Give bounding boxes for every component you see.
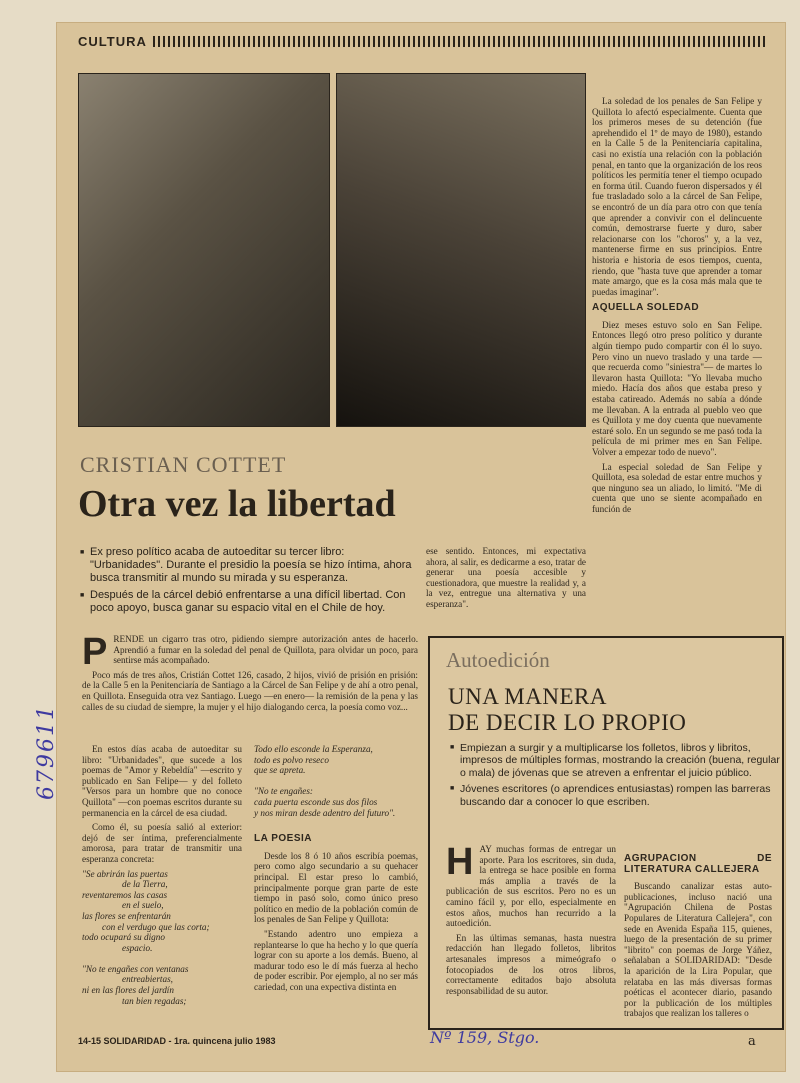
paragraph: Como él, su poesía salió al exterior: dejó de ser íntima, preferencialmente amorosa, para tratar de transmitir una esperanza concreta: bbox=[82, 822, 242, 864]
box-headline-line: DE DECIR LO PROPIO bbox=[448, 710, 687, 735]
handwritten-issue-note: Nº 159, Stgo. bbox=[430, 1028, 540, 1047]
bullet-item: ■ Jóvenes escritores (o aprendices entusiastas) rompen las barreras buscando dar a conocer lo que escriben. bbox=[450, 783, 782, 808]
paragraph: Poco más de tres años, Cristián Cottet 126, casado, 2 hijos, vivió de prisión en prisión: de la Calle 5 en la Penitenciaría de Santiago a la Cárcel de San Felipe y de ahí a otro penal, en Quillota. Enseguida otra vez Santiago. Luego —en enero— la remisión de la pena y las calles de su ciudad de siempre, la mujer y el hijo dialogando cerca, la poesía como voz... bbox=[82, 669, 418, 712]
poem-line: que se apreta. bbox=[254, 765, 306, 776]
page-footer: 14-15 SOLIDARIDAD - 1ra. quincena julio 1983 bbox=[78, 1036, 276, 1046]
poem-line: de la Tierra, bbox=[122, 879, 168, 890]
paragraph: La especial soledad de San Felipe y Quillota, esa soledad de estar entre muchos y que ninguno sea un aliado, lo limitó. "Me di cuenta que uno se siente acompañado en función de bbox=[592, 461, 762, 514]
section-rule bbox=[153, 36, 766, 47]
poem-line: "No te engañes: bbox=[254, 786, 313, 797]
page-mark: a bbox=[748, 1034, 756, 1049]
subheading: AGRUPACION DE LITERATURA CALLEJERA bbox=[624, 853, 772, 875]
poem-2 bbox=[254, 744, 418, 818]
paragraph: En las últimas semanas, hasta nuestra redacción han llegado folletos, libritos artesanales impresos a mimeógrafo o fotocopiados de los otros libros, correctamente editados bajo absoluta responsabilidad de su autor. bbox=[446, 932, 616, 996]
poem-line: en el suelo, bbox=[122, 900, 164, 911]
poem-line: "Se abrirán las puertas bbox=[82, 868, 168, 879]
subheading: LA POESIA bbox=[254, 833, 313, 845]
poem-line: todo ocupará su digno bbox=[82, 932, 165, 943]
paragraph: ese sentido. Entonces, mi expectativa ahora, al salir, es dedicarme a eso, tratar de generar una poesía accesible y cuestionadora, que muestre la realidad y, a la vez, entregue una alternativa y una esperanza". bbox=[426, 546, 586, 609]
paragraph: En estos días acaba de autoeditar su libro: "Urbanidades", que sucede a los poemas de "Amor y Rebeldía" —escrito y publicado en San Felipe— y del folleto "Versos para un hombre que no conoce Quillota" —con poemas escritos durante su permanencia en la cárcel de esa ciudad. bbox=[82, 744, 242, 818]
poem-line: reventaremos las casas bbox=[82, 889, 168, 900]
article-kicker: CRISTIAN COTTET bbox=[80, 452, 287, 477]
paragraph: "Estando adentro uno empieza a replantearse lo que ha hecho y lo que quería lograr con su aporte a los demás. Bueno, al madurar todo eso le dí más fuerza al hecho de poder escribir. Por ejemplo, al no ser más cariedad, con una expectiva distinta en bbox=[254, 928, 418, 992]
box-column-2 bbox=[624, 844, 772, 1023]
section-name: CULTURA bbox=[78, 33, 147, 49]
poem-line: y nos miran desde adentro del futuro". bbox=[254, 807, 396, 818]
poem-line: ni en las flores del jardín bbox=[82, 985, 174, 996]
article-headline: Otra vez la libertad bbox=[78, 483, 396, 525]
poem-line bbox=[254, 776, 418, 787]
box-headline-line: UNA MANERA bbox=[448, 684, 607, 709]
article-bullets bbox=[80, 546, 420, 619]
lead-paragraph bbox=[82, 631, 418, 716]
dropcap: P bbox=[82, 631, 108, 673]
column-1 bbox=[82, 744, 242, 1006]
sidebar-box bbox=[428, 636, 784, 1030]
bullet-item: ■ Empiezan a surgir y a multiplicarse los folletos, libros y libritos, impresos de múltiples formas, mostrando la creación (buena, regular o mala) de jóvenas que se atreven a enfrentar el juicio público. bbox=[450, 742, 782, 779]
poem-line: cada puerta esconde sus dos filos bbox=[254, 796, 378, 807]
poem-line: "No te engañes con ventanas bbox=[82, 963, 189, 974]
poem-line: espacio. bbox=[122, 942, 153, 953]
paragraph: AY muchas formas de entregar un aporte. Para los escritores, sin duda, la entrega se hace posible en forma más amplia a través de la publicación de sus escritos. Pero no es un camino fácil y, por ello, especialmente en estos años, muchos han recurrido a la autoedición. bbox=[446, 844, 616, 929]
photo-left bbox=[78, 73, 330, 427]
poem-line: tan bien regadas; bbox=[122, 995, 187, 1006]
poem-line: entreabiertas, bbox=[122, 974, 173, 985]
dropcap: H bbox=[446, 841, 474, 883]
box-column-1 bbox=[446, 841, 616, 1000]
box-bullets bbox=[450, 742, 782, 812]
poem-line: todo es polvo reseco bbox=[254, 754, 329, 765]
bullet-item: ■ Ex preso político acaba de autoeditar su tercer libro: "Urbanidades". Durante el presidio la poesía se hizo íntima, ahora busca transmitir al mundo su mirada y su esperanza. bbox=[80, 546, 420, 585]
middle-column-top bbox=[426, 546, 586, 614]
column-2 bbox=[254, 744, 418, 996]
paragraph: La soledad de los penales de San Felipe y Quillota lo afectó especialmente. Cuenta que los primeros meses de su detención (fue aprehendido el 1º de mayo de 1980), estando en la Calle 5 de la Penitenciaría capitalina, casi no existía una relación con la población penal, en tanto que la organización de los reos políticos les permitía tener el tiempo ocupado en forma útil. Cuando fueron dispersados y él fue trasladado solo a la cárcel de San Felipe, se encontró de un día para otro con que tenía que aprender a convivir con el delincuente común, demostrarse fuerte y duro, saber relacionarse con los "choros" y, a la vez, mantenerse firme en sus principios. Entre historia e historia de esos tiempos, cuenta, riendo, que "hasta tuve que aprender a tomar mate amargo, que es la cosa más mala que te puedas imaginar". bbox=[592, 96, 762, 297]
poem-line bbox=[82, 953, 242, 964]
paragraph: RENDE un cigarro tras otro, pidiendo siempre autorización antes de hacerlo. Aprendió a fumar en la soledad del penal de Quillota, para olvidar un poco, para sentirse más acompañado. bbox=[113, 634, 418, 666]
handwritten-archive-number: 679611 bbox=[34, 704, 59, 800]
paragraph: Diez meses estuvo solo en San Felipe. Entonces llegó otro preso político y durante algún tiempo pudo compartir con él lo suyo. Pero vino un nuevo traslado y una tarde —que recuerda como "siniestra"— de martes lo llevaron hasta Quillota: "Yo llevaba mucho miedo. Hacía dos años que estaba preso y estaba catireado. Además no sabía a dónde me llevaban. A la entrada al pueblo veo que es Quillota y me doy cuenta que nuevamente estaré solo. En un segundo se me pasó toda la película de mi primer mes en San Felipe. Volver a empezar todo de nuevo". bbox=[592, 319, 762, 457]
section-header bbox=[78, 33, 766, 49]
bullet-item: ■ Después de la cárcel debió enfrentarse a una difícil libertad. Con poco apoyo, busca ganar su espacio vital en el Chile de hoy. bbox=[80, 589, 420, 615]
photo-right bbox=[336, 73, 586, 427]
subheading: AQUELLA SOLEDAD bbox=[592, 302, 700, 314]
box-kicker: Autoedición bbox=[446, 648, 550, 672]
paragraph: Buscando canalizar estas auto-publicaciones, incluso nació una "Agrupación Chilena de Postas Populares de Literatura Callejera", con sede en Avenida España 115, quienes, luego de la presentación de su primer "librito" con poemas de Jorge Yáñez, señalaban a SOLIDARIDAD: "Desde la aparición de la Lira Popular, que relataba en las más diversas formas poéticas el acontecer diario, pasando por la publicación de los múltiples trabajos que realizan los talleres o bbox=[624, 881, 772, 1019]
poem-line: con el verdugo que las corta; bbox=[102, 921, 210, 932]
poem-line: las flores se enfrentarán bbox=[82, 910, 171, 921]
right-column bbox=[592, 96, 762, 519]
box-headline bbox=[448, 684, 686, 736]
paragraph: Desde los 8 ó 10 años escribía poemas, pero como algo secundario a su quehacer principal. El estar preso lo cambió, principalmente porque gran parte de este tiempo in pasó solo, como único preso político en medio de la población común de los penales de San Felipe y Quillota: bbox=[254, 850, 418, 925]
poem-1 bbox=[82, 869, 242, 1007]
poem-line: Todo ello esconde la Esperanza, bbox=[254, 744, 373, 754]
